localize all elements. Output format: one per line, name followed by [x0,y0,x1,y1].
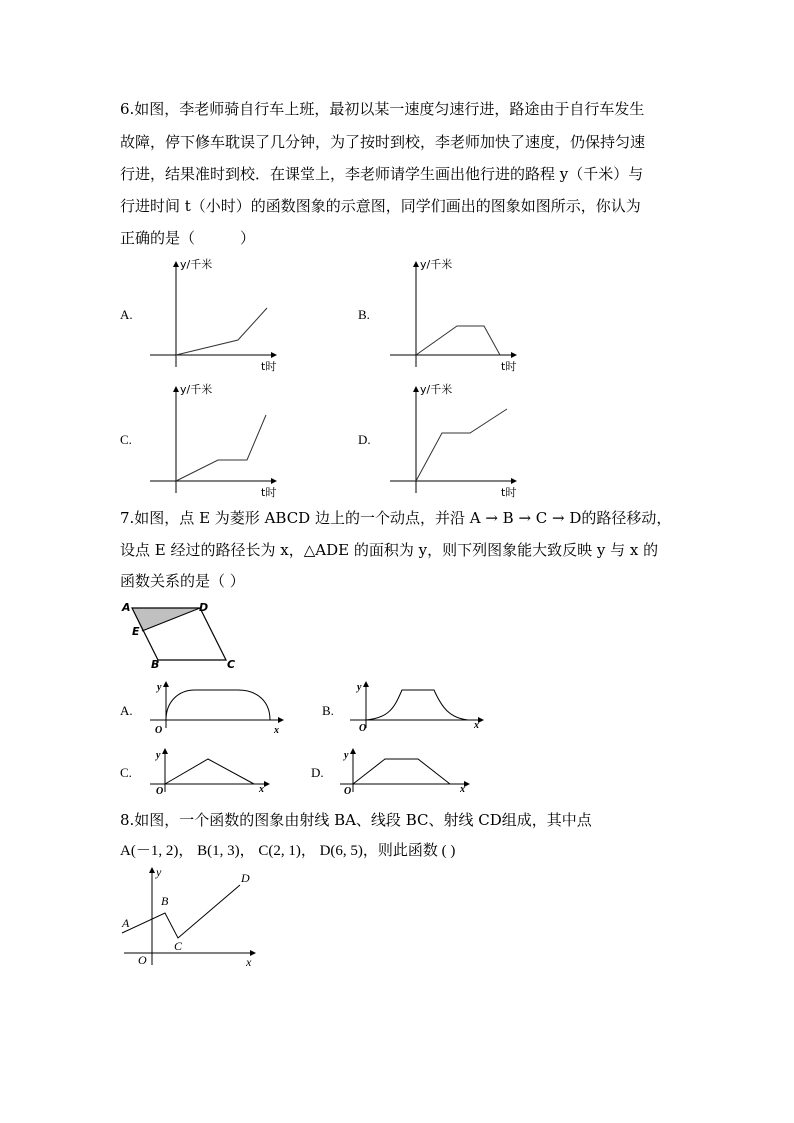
q6-text-line-4: 行进时间 t（小时）的函数图象的示意图，同学们画出的图象如图所示，你认为 [120,197,641,215]
q8-point-a-label: A [122,916,130,930]
q7-graph-b-y-label: y [357,682,362,693]
q6-option-a-label: A. [120,307,133,322]
q7-rhombus-figure [118,598,248,673]
q7-graph-b-x-label: x [474,720,479,731]
q8-y-axis-label: y [156,865,162,879]
q6-graph-a-x-label: t时 [261,360,277,373]
q6-text-line-5: 正确的是（ ） [120,229,256,247]
q7-graph-d [340,748,475,796]
q6-graph-c-x-label: t时 [261,486,277,499]
q7-graph-c-x-label: x [259,784,264,795]
q7-text-line-1: 7.如图，点 E 为菱形 ABCD 边上的一个动点，并沿 A → B → C → D的路径移动， [120,509,672,527]
q6-option-c-label: C. [120,432,132,447]
q7-graph-b [350,680,490,740]
q7-label-a: A [122,601,131,614]
q7-graph-a-y-label: y [157,682,162,693]
q6-option-d-label: D. [358,432,371,447]
q8-origin-label: O [138,953,147,967]
q6-text-line-2: 故障，停下修车耽误了几分钟，为了按时到校，李老师加快了速度，仍保持匀速 [120,133,646,151]
q8-point-c-label: C [174,939,183,953]
q7-graph-d-x-label: x [460,784,465,795]
q7-option-d-label: D. [311,765,324,780]
q7-option-c-label: C. [120,765,132,780]
q7-text-line-2: 设点 E 经过的路径长为 x，△ADE 的面积为 y，则下列图象能大致反映 y 与 x 的 [120,541,659,559]
q6-graph-b [390,255,525,375]
q7-option-a-label: A. [120,703,133,718]
q7-graph-d-y-label: y [344,750,349,761]
q6-graph-d-y-label: y/千米 [420,383,453,396]
q6-graph-b-y-label: y/千米 [420,258,453,271]
q7-graph-d-origin: O [344,786,352,797]
q8-point-b-label: B [161,894,169,908]
q6-option-b-label: B. [358,307,370,322]
q7-label-b: B [151,658,160,671]
q6-graph-a [150,255,285,375]
q7-text-line-3: 函数关系的是（ ） [120,572,245,590]
q6-text-line-1: 6.如图，李老师骑自行车上班，最初以某一速度匀速行进，路途由于自行车发生 [120,100,645,118]
q6-graph-b-x-label: t时 [501,360,517,373]
q6-graph-a-y-label: y/千米 [180,258,213,271]
q7-graph-a [150,680,290,740]
q7-graph-c-origin: O [156,786,164,797]
q8-x-axis-label: x [246,955,252,969]
q8-point-d-label: D [241,871,250,885]
q7-graph-c-y-label: y [156,750,161,761]
q7-option-b-label: B. [322,703,334,718]
q7-graph-b-origin: O [359,723,367,734]
q7-label-c: C [227,658,236,671]
q7-graph-a-x-label: x [274,725,279,736]
q6-graph-d [390,380,525,500]
q6-graph-d-x-label: t时 [501,486,517,499]
q7-graph-c [150,748,275,796]
q6-graph-c [150,380,285,500]
q8-function-graph [118,865,268,970]
q6-graph-c-y-label: y/千米 [180,383,213,396]
q8-text-line-1: 8.如图，一个函数的图象由射线 BA、线段 BC、射线 CD组成，其中点 [120,811,592,829]
q7-graph-a-origin: O [155,725,163,736]
q7-label-d: D [199,601,209,614]
q7-label-e: E [132,625,140,638]
q6-text-line-3: 行进，结果准时到校．在课堂上，李老师请学生画出他行进的路程 y（千米）与 [120,165,644,183]
q8-text-line-2: A(－1, 2)， B(1, 3)， C(2, 1)， D(6, 5)，则此函数 ( ) [120,843,456,859]
